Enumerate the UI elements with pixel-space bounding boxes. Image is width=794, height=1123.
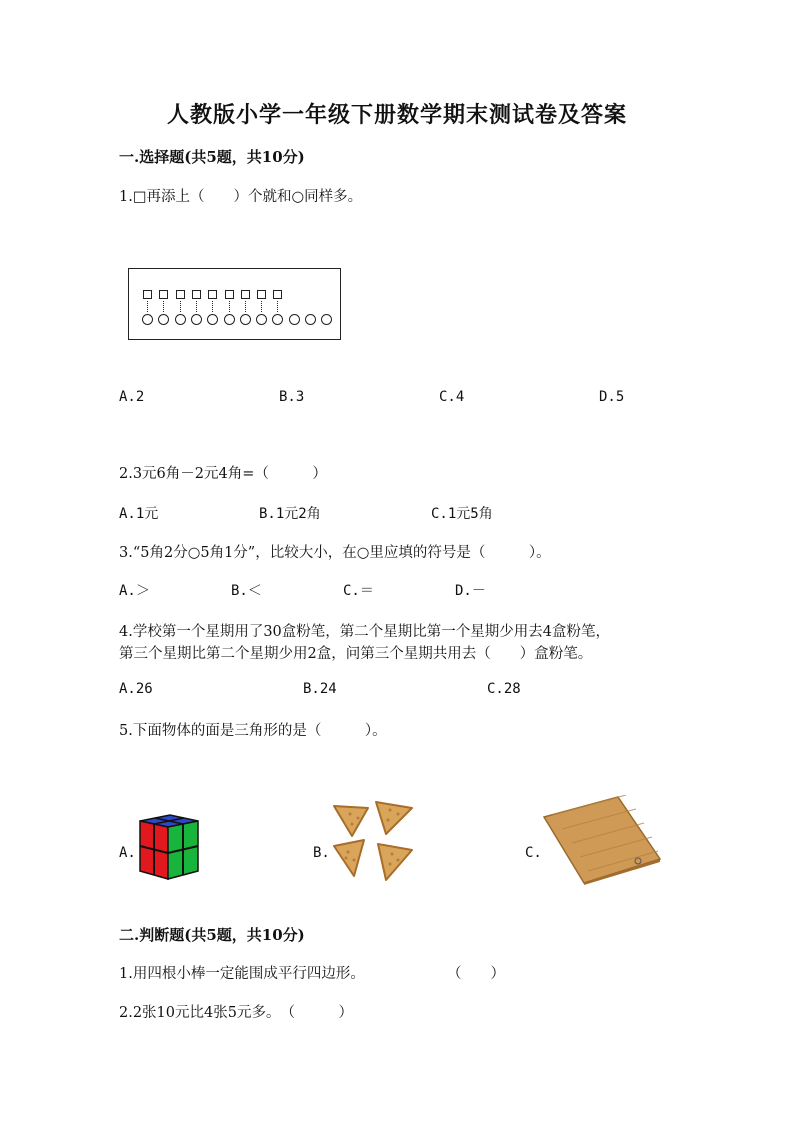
figure-square-icon bbox=[192, 290, 201, 299]
question-1-option-d[interactable]: D.5 bbox=[599, 389, 625, 405]
figure-square-icon bbox=[241, 290, 250, 299]
figure-square-icon bbox=[208, 290, 217, 299]
question-4-line-1: 4.学校第一个星期用了30盒粉笔，第二个星期比第一个星期少用去4盒粉笔， bbox=[119, 624, 611, 640]
question-3-option-a[interactable]: A.＞ bbox=[119, 583, 150, 599]
triangle-biscuits-icon bbox=[328, 796, 416, 884]
figure-circle-icon bbox=[224, 314, 235, 325]
question-4-option-c[interactable]: C.28 bbox=[487, 681, 521, 697]
figure-circle-icon bbox=[142, 314, 153, 325]
question-4-option-b[interactable]: B.24 bbox=[303, 681, 337, 697]
question-5-text: 5.下面物体的面是三角形的是（ ）。 bbox=[119, 723, 387, 739]
judgment-1-text: 1.用四根小棒一定能围成平行四边形。 bbox=[119, 966, 365, 982]
question-1-option-b[interactable]: B.3 bbox=[279, 389, 305, 405]
figure-connector-line bbox=[229, 301, 230, 312]
figure-circle-icon bbox=[272, 314, 283, 325]
figure-square-icon bbox=[225, 290, 234, 299]
question-1-option-c[interactable]: C.4 bbox=[439, 389, 465, 405]
figure-connector-line bbox=[277, 301, 278, 312]
question-3-option-c[interactable]: C.＝ bbox=[343, 583, 374, 599]
figure-square-icon bbox=[143, 290, 152, 299]
question-3-option-b[interactable]: B.＜ bbox=[231, 583, 262, 599]
figure-square-icon bbox=[273, 290, 282, 299]
question-3-text: 3.“5角2分○5角1分”，比较大小，在○里应填的符号是（ ）。 bbox=[119, 545, 551, 561]
figure-square-icon bbox=[159, 290, 168, 299]
figure-connector-line bbox=[180, 301, 181, 312]
question-5-option-b[interactable]: B. bbox=[313, 845, 330, 861]
figure-connector-line bbox=[147, 301, 148, 312]
question-5-option-a[interactable]: A. bbox=[119, 845, 136, 861]
figure-circle-icon bbox=[240, 314, 251, 325]
rubiks-cube-icon bbox=[134, 813, 202, 883]
figure-circle-icon bbox=[256, 314, 267, 325]
figure-square-icon bbox=[257, 290, 266, 299]
cutting-board-icon bbox=[540, 795, 664, 885]
judgment-1-answer-paren[interactable]: （ ） bbox=[447, 966, 505, 982]
figure-connector-line bbox=[261, 301, 262, 312]
judgment-2-text: 2.2张10元比4张5元多。 （ ） bbox=[119, 1005, 353, 1021]
question-3-option-d[interactable]: D.－ bbox=[455, 583, 486, 599]
question-2-option-b[interactable]: B.1元2角 bbox=[259, 506, 321, 522]
figure-square-icon bbox=[176, 290, 185, 299]
question-4-option-a[interactable]: A.26 bbox=[119, 681, 153, 697]
figure-circle-icon bbox=[207, 314, 218, 325]
figure-circle-icon bbox=[175, 314, 186, 325]
question-2-text: 2.3元6角－2元4角=（ ） bbox=[119, 466, 327, 482]
figure-connector-line bbox=[163, 301, 164, 312]
figure-circle-icon bbox=[289, 314, 300, 325]
question-5-option-c[interactable]: C. bbox=[525, 845, 542, 861]
section-1-heading: 一.选择题(共5题，共10分) bbox=[119, 148, 305, 166]
figure-circle-icon bbox=[191, 314, 202, 325]
figure-circle-icon bbox=[158, 314, 169, 325]
figure-circle-icon bbox=[305, 314, 316, 325]
question-1-option-a[interactable]: A.2 bbox=[119, 389, 145, 405]
section-2-heading: 二.判断题(共5题，共10分) bbox=[119, 926, 305, 944]
figure-connector-line bbox=[245, 301, 246, 312]
question-1-figure bbox=[128, 268, 341, 340]
question-4-line-2: 第三个星期比第二个星期少用2盒，问第三个星期共用去（ ）盒粉笔。 bbox=[119, 646, 593, 662]
figure-circle-icon bbox=[321, 314, 332, 325]
figure-connector-line bbox=[196, 301, 197, 312]
question-2-option-a[interactable]: A.1元 bbox=[119, 506, 159, 522]
page-title: 人教版小学一年级下册数学期末测试卷及答案 bbox=[166, 102, 627, 128]
question-2-option-c[interactable]: C.1元5角 bbox=[431, 506, 493, 522]
figure-connector-line bbox=[212, 301, 213, 312]
question-1-text: 1.□再添上（ ）个就和○同样多。 bbox=[119, 189, 363, 205]
